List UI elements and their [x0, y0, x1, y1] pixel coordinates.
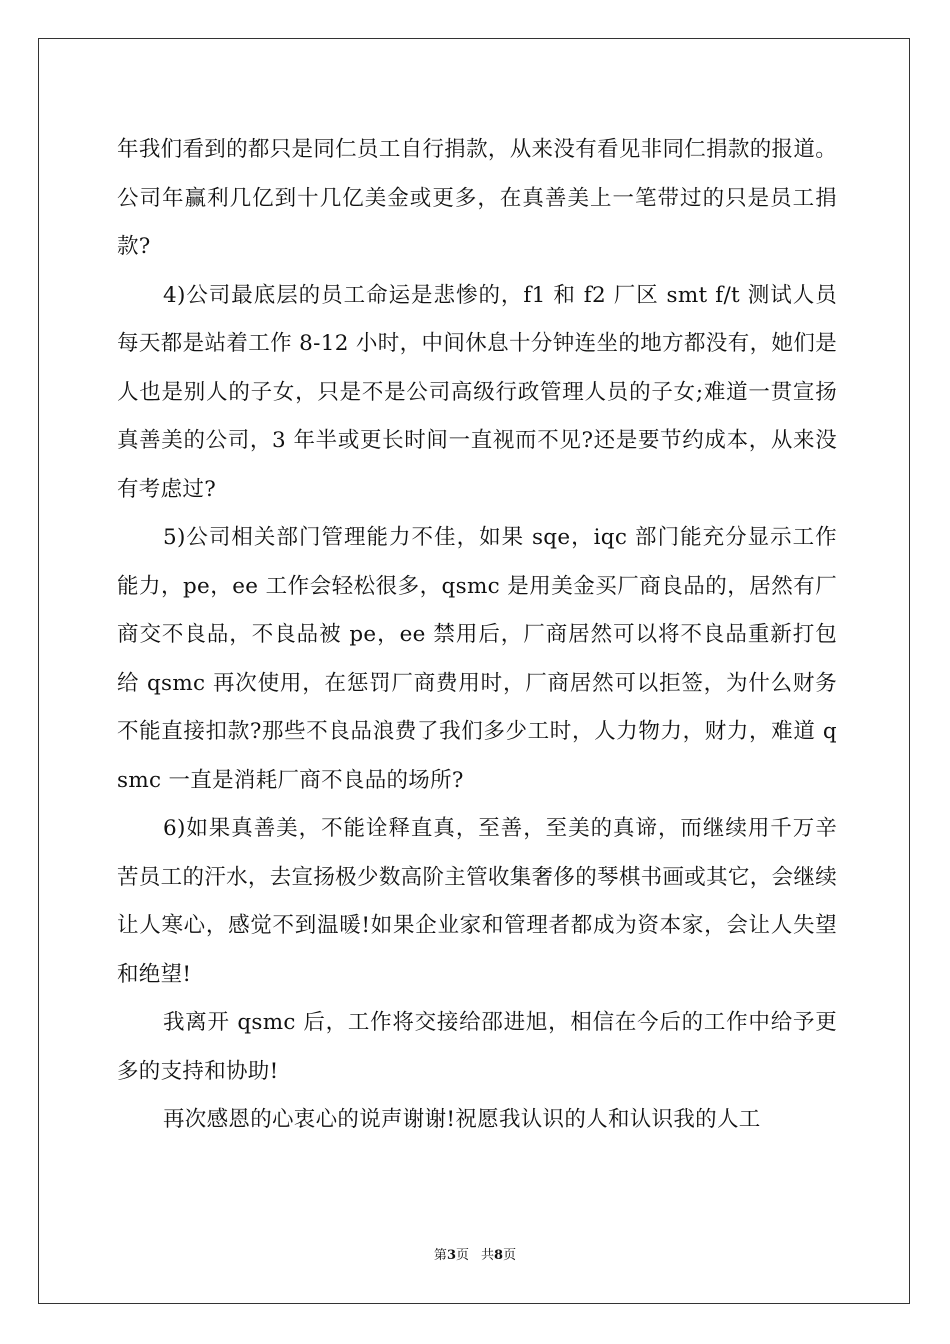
- current-page-number: 3: [446, 1248, 456, 1263]
- page-footer: [0, 1247, 950, 1265]
- footer-total-prefix: 共: [481, 1248, 495, 1263]
- paragraph-2: 4)公司最底层的员工命运是悲惨的，f1 和 f2 厂区 smt f/t 测试人员每天都是站着工作 8-12 小时，中间休息十分钟连坐的地方都没有，她们是人也是别人的子女，只是不是公司高级行政管理人员的子女;难道一贯宣扬真善美的公司，3 年半或更长时间一直视而不见?还是要节约成本，从来没有考虑过?: [117, 282, 837, 502]
- footer-prefix: 第: [433, 1248, 447, 1263]
- footer-page-suffix: 页: [455, 1248, 469, 1263]
- paragraph-5: 我离开 qsmc 后，工作将交接给邵进旭，相信在今后的工作中给予更多的支持和协助!: [117, 1010, 837, 1084]
- paragraph-3: 5)公司相关部门管理能力不佳，如果 sqe，iqc 部门能充分显示工作能力，pe，ee 工作会轻松很多，qsmc 是用美金买厂商良品的，居然有厂商交不良品，不良品被 pe，ee 禁用后，厂商居然可以将不良品重新打包给 qsmc 再次使用，在惩罚厂商费用时，厂商居然可以拒签，为什么财务不能直接扣款?那些不良品浪费了我们多少工时，人力物力，财力，难道 qsmc 一直是消耗厂商不良品的场所?: [117, 525, 837, 793]
- total-pages-number: 8: [494, 1248, 504, 1263]
- paragraph-4: 6)如果真善美，不能诠释直真，至善，至美的真谛，而继续用千万辛苦员工的汗水，去宣扬极少数高阶主管收集奢侈的琴棋书画或其它，会继续让人寒心，感觉不到温暖!如果企业家和管理者都成为资本家，会让人失望和绝望!: [117, 816, 837, 987]
- document-body: [117, 126, 837, 1145]
- paragraph-6: 再次感恩的心衷心的说声谢谢!祝愿我认识的人和认识我的人工: [163, 1107, 761, 1132]
- paragraph-1: 年我们看到的都只是同仁员工自行捐款，从来没有看见非同仁捐款的报道。公司年赢利几亿到十几亿美金或更多，在真善美上一笔带过的只是员工捐款?: [117, 137, 837, 259]
- footer-total-suffix: 页: [503, 1248, 517, 1263]
